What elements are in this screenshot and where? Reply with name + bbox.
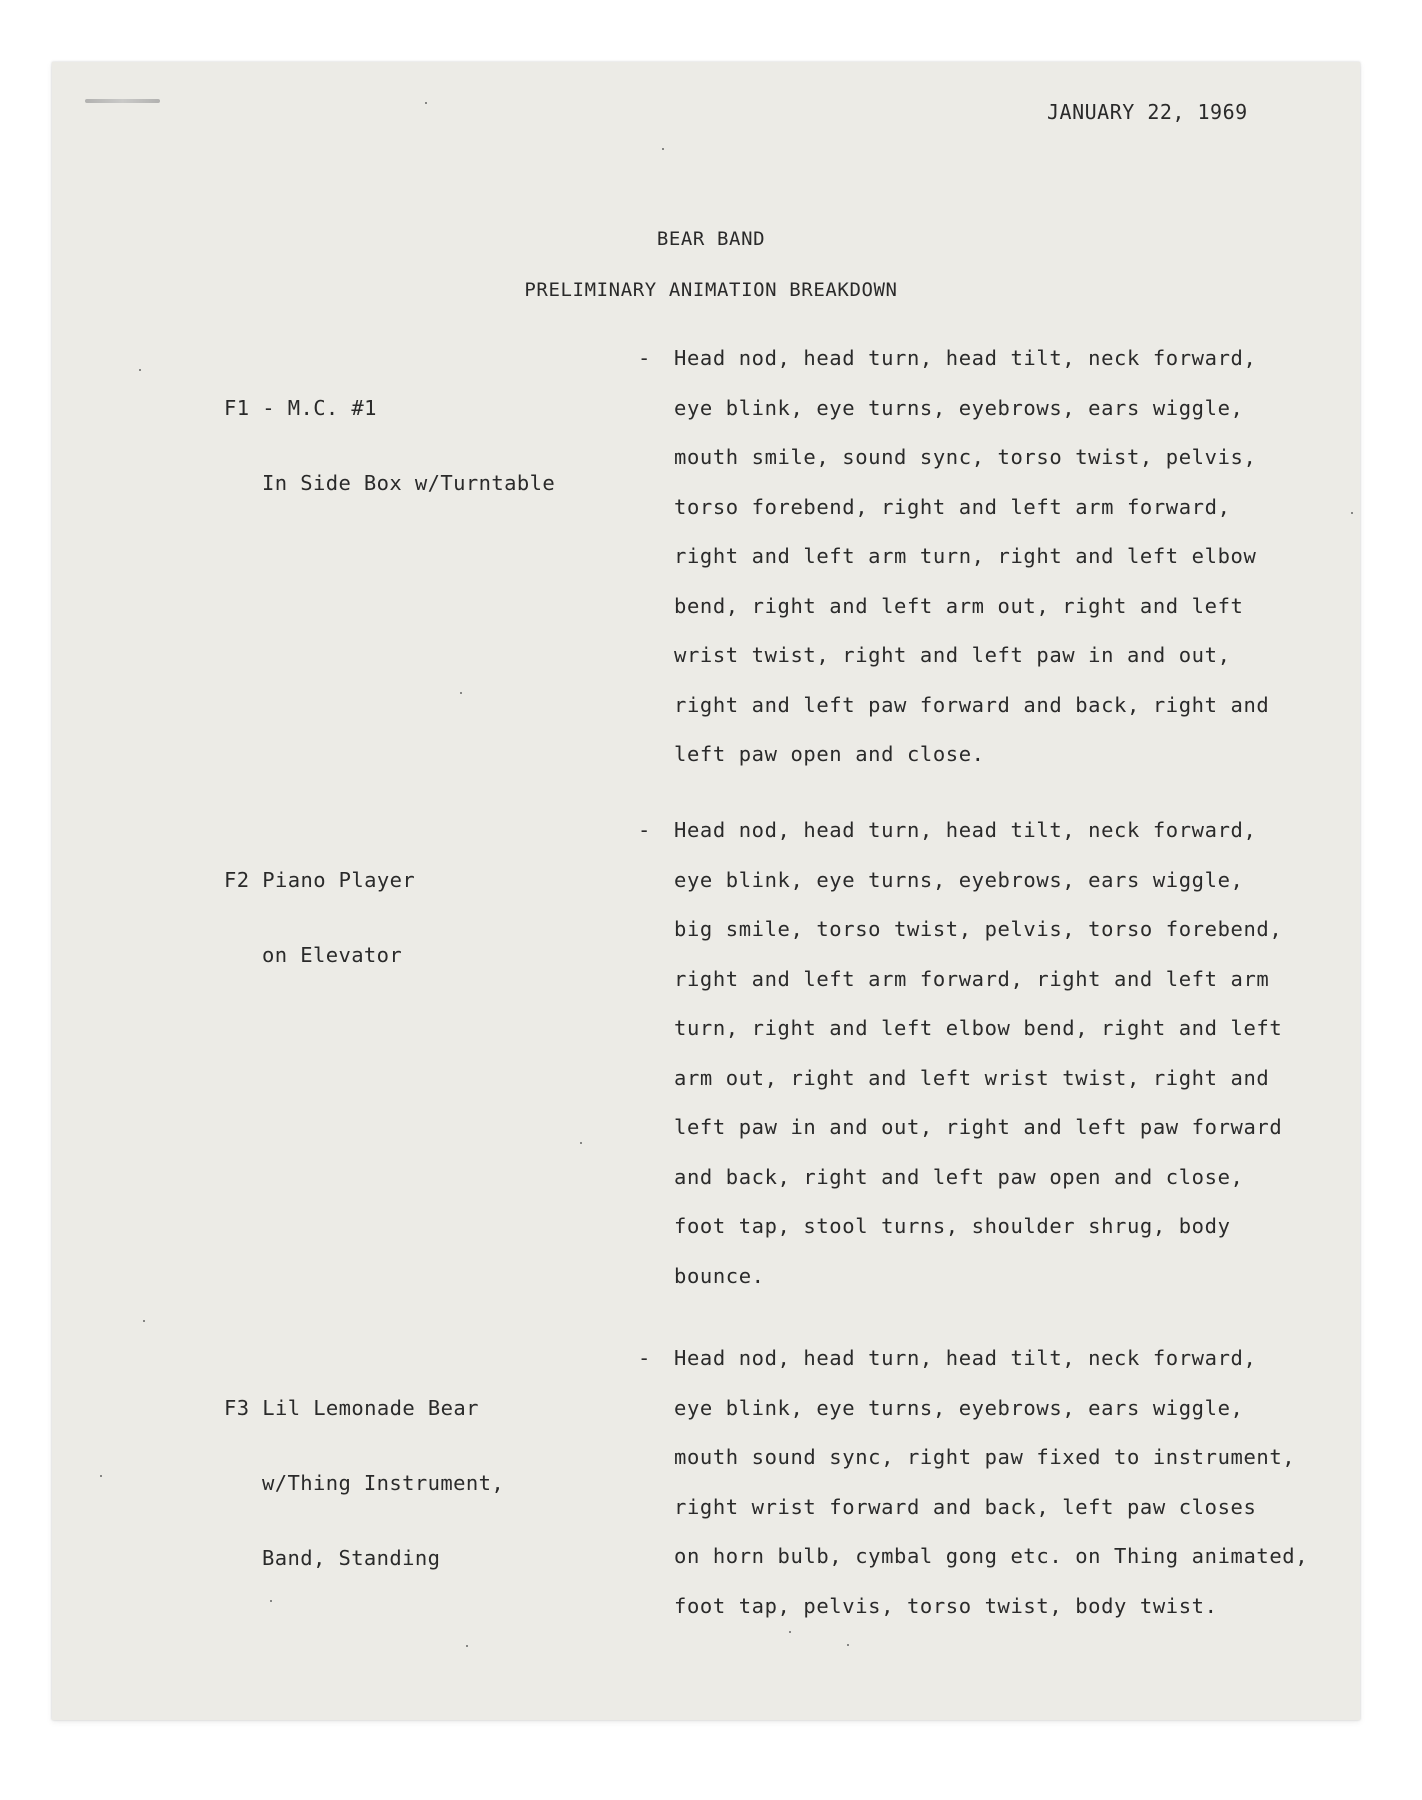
- entry-description-f1: [674, 334, 1354, 780]
- description-line: big smile, torso twist, pelvis, torso forebend,: [674, 917, 1283, 941]
- description-line: wrist twist, right and left paw in and out,: [674, 643, 1231, 667]
- description-line: foot tap, stool turns, shoulder shrug, body: [674, 1214, 1231, 1238]
- entry-label-line: w/Thing Instrument,: [262, 1471, 505, 1495]
- entry-description-f2: [674, 806, 1354, 1301]
- description-line: eye blink, eye turns, eyebrows, ears wiggle,: [674, 867, 1244, 892]
- paper-speck: [460, 692, 462, 694]
- description-line: torso forebend, right and left arm forward,: [674, 494, 1231, 519]
- paper-speck: [580, 1142, 582, 1144]
- description-line: foot tap, pelvis, torso twist, body twist.: [674, 1593, 1218, 1618]
- document-title: BEAR BAND: [656, 228, 766, 250]
- paper-speck: [466, 1645, 468, 1647]
- paper-speck: [100, 1475, 102, 1477]
- description-line: turn, right and left elbow bend, right and left: [674, 1016, 1283, 1040]
- description-line: right and left paw forward and back, right and: [674, 692, 1270, 717]
- description-line: mouth sound sync, right paw fixed to instrument,: [674, 1445, 1296, 1469]
- description-line: bounce.: [674, 1263, 765, 1288]
- description-line: Head nod, head turn, head tilt, neck forward,: [674, 346, 1257, 370]
- description-line: on horn bulb, cymbal gong etc. on Thing animated,: [674, 1544, 1309, 1568]
- description-line: bend, right and left arm out, right and left: [674, 593, 1244, 618]
- entry-label-line: on Elevator: [262, 943, 403, 967]
- description-line: right wrist forward and back, left paw closes: [674, 1494, 1257, 1519]
- entry-label-f2: [224, 818, 415, 993]
- description-line: arm out, right and left wrist twist, right and: [674, 1065, 1270, 1090]
- entry-label-line: F2 Piano Player: [224, 868, 416, 892]
- paper-speck: [789, 1631, 791, 1633]
- description-line: mouth smile, sound sync, torso twist, pelvis,: [674, 445, 1257, 469]
- paper-speck: [662, 148, 664, 150]
- entry-label-line: Band, Standing: [262, 1546, 441, 1570]
- description-line: left paw in and out, right and left paw forward: [674, 1115, 1283, 1139]
- entry-dash: -: [638, 346, 651, 370]
- paper-speck: [270, 1600, 272, 1602]
- paper-speck: [847, 1644, 849, 1646]
- paper-speck: [143, 1320, 145, 1322]
- description-line: Head nod, head turn, head tilt, neck forward,: [674, 1346, 1257, 1370]
- staple-mark: [85, 99, 160, 103]
- description-line: eye blink, eye turns, eyebrows, ears wiggle,: [674, 1395, 1244, 1420]
- description-line: eye blink, eye turns, eyebrows, ears wiggle,: [674, 395, 1244, 420]
- entry-label-line: F1 - M.C. #1: [224, 396, 377, 420]
- paper-speck: [139, 369, 141, 371]
- description-line: right and left arm forward, right and left arm: [674, 966, 1270, 991]
- description-line: right and left arm turn, right and left elbow: [674, 544, 1257, 568]
- entry-label-f3: [224, 1346, 504, 1596]
- entry-label-line: In Side Box w/Turntable: [262, 471, 556, 495]
- entry-dash: -: [638, 818, 651, 842]
- entry-dash: -: [638, 1346, 651, 1370]
- paper-speck: [425, 102, 427, 104]
- paper-speck: [1351, 512, 1353, 514]
- description-line: Head nod, head turn, head tilt, neck forward,: [674, 818, 1257, 842]
- entry-label-line: F3 Lil Lemonade Bear: [224, 1396, 479, 1420]
- entry-label-f1: [224, 346, 555, 521]
- description-line: and back, right and left paw open and close,: [674, 1164, 1244, 1189]
- document-date: JANUARY 22, 1969: [1047, 100, 1248, 124]
- entry-description-f3: [674, 1334, 1354, 1631]
- description-line: left paw open and close.: [674, 742, 985, 766]
- document-subtitle: PRELIMINARY ANIMATION BREAKDOWN: [524, 279, 898, 301]
